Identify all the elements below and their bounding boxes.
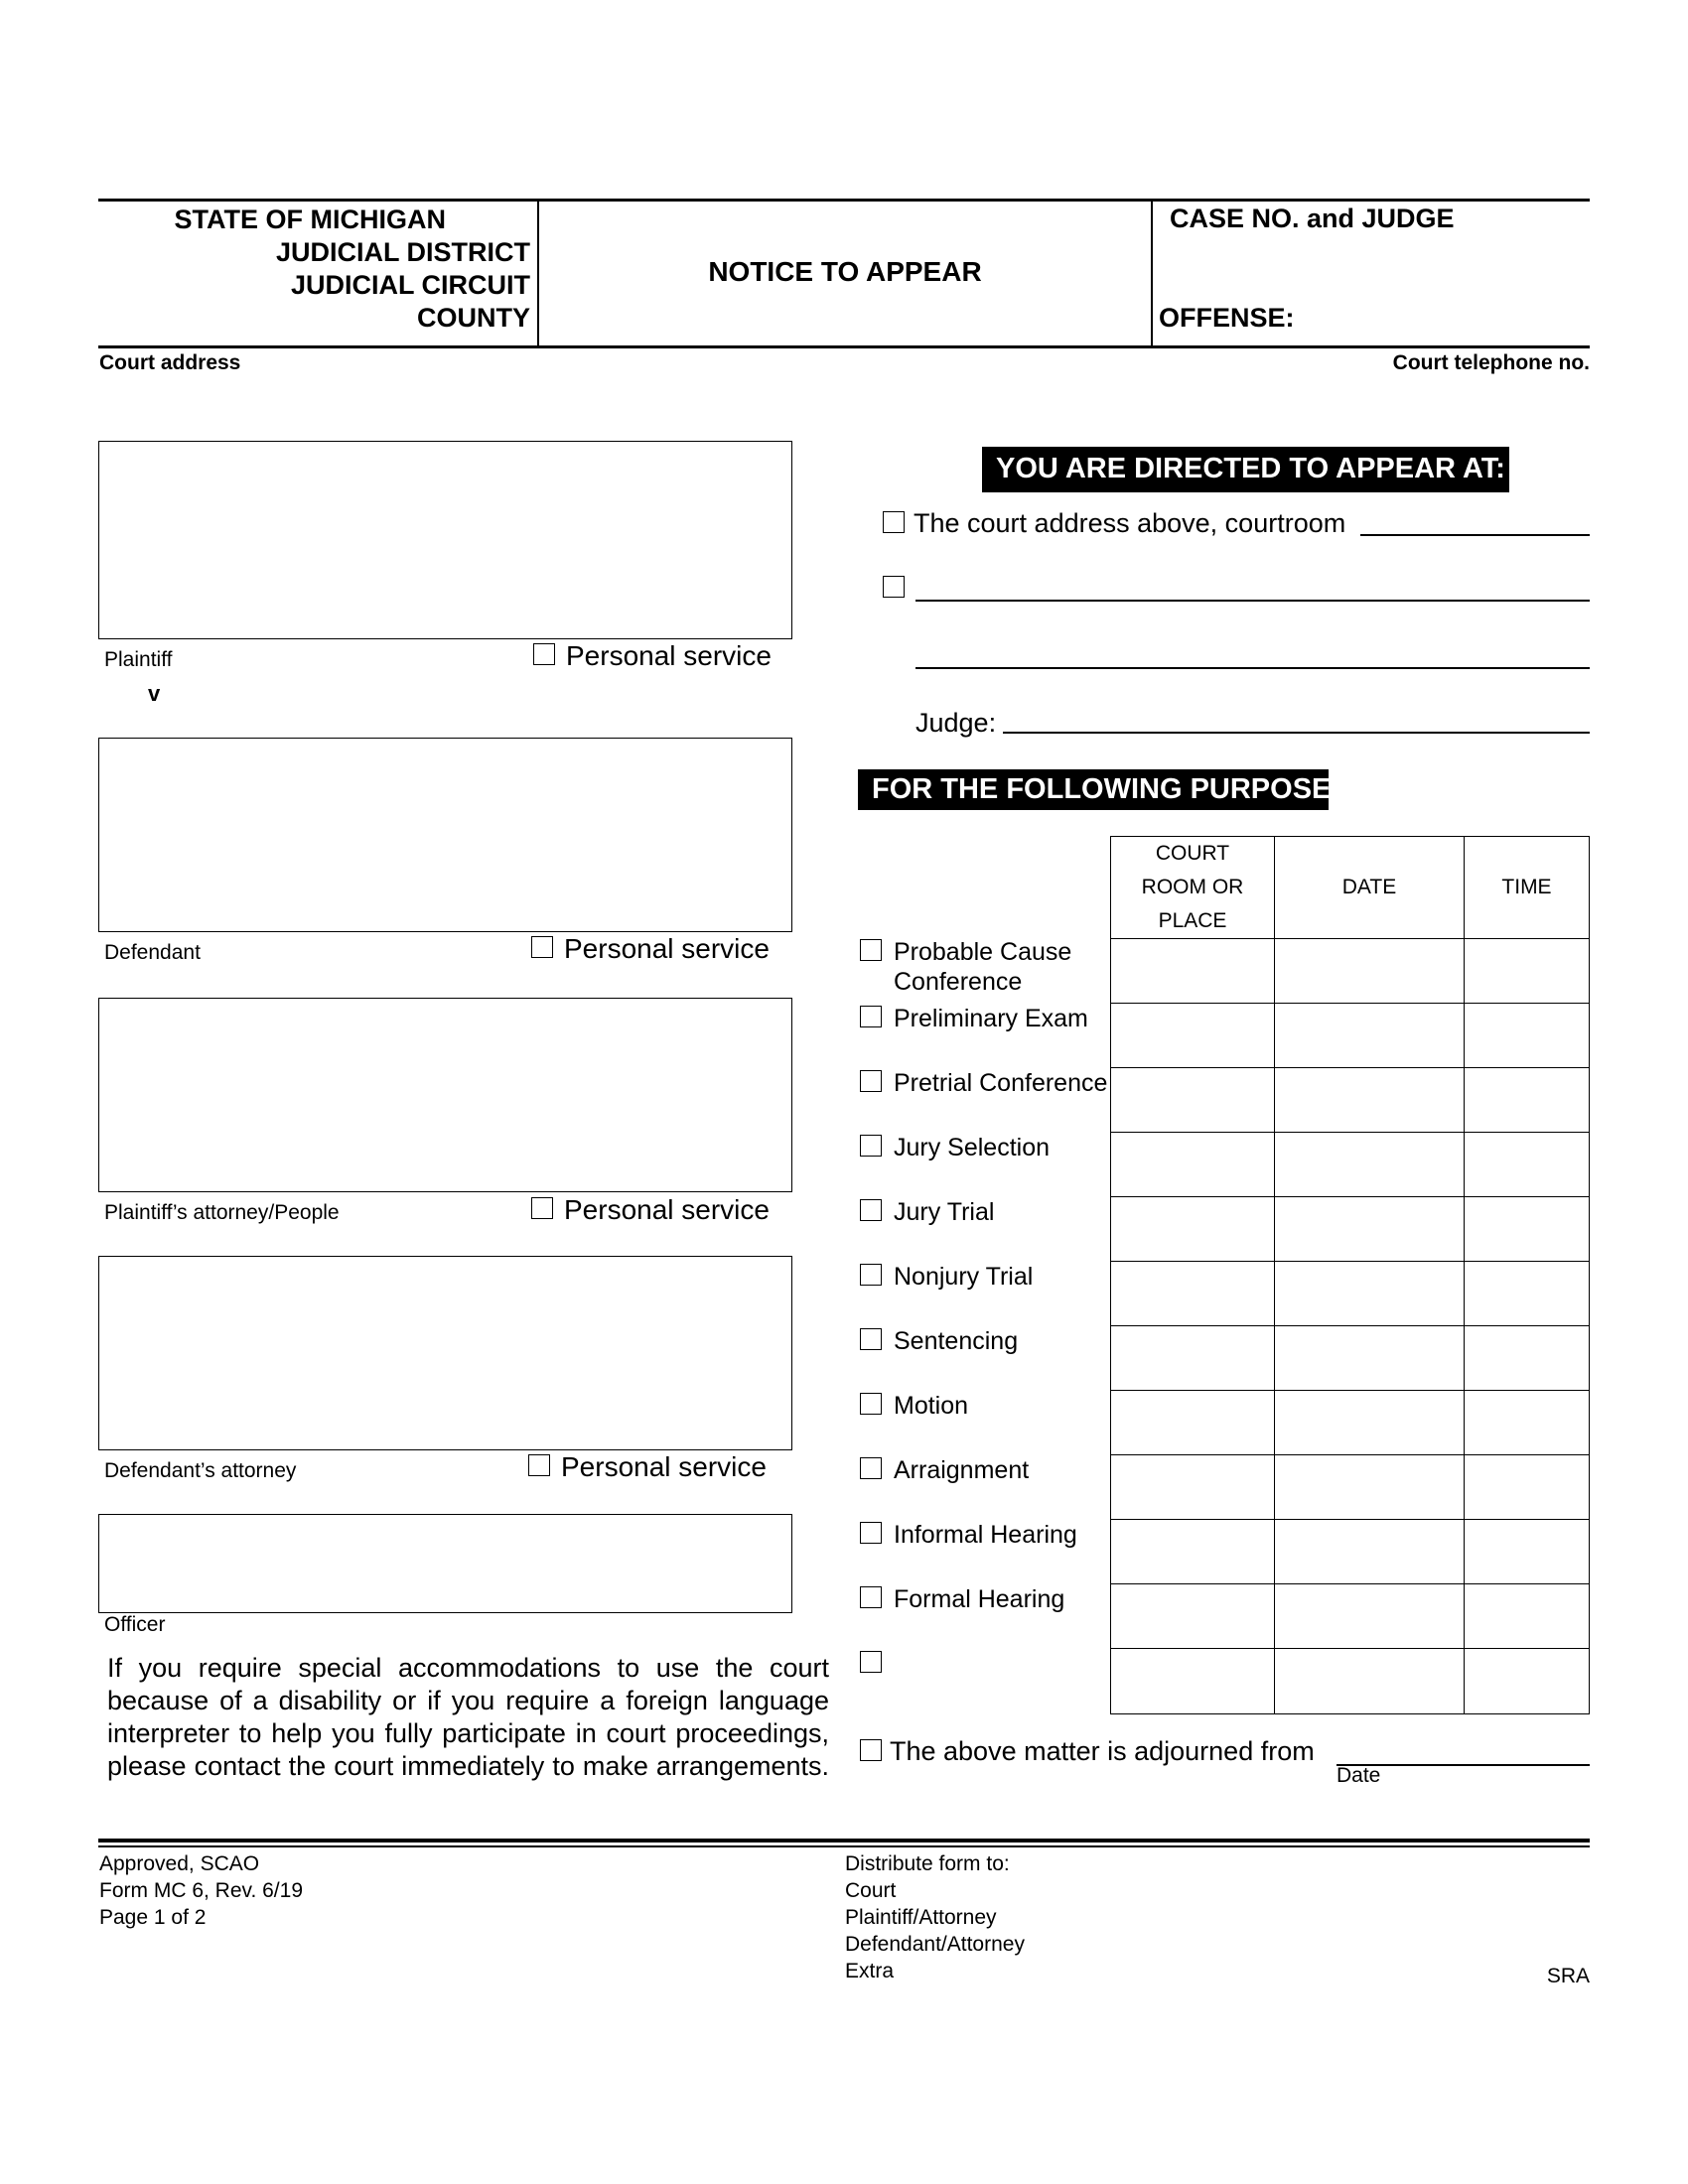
court-cell[interactable] [1111, 1326, 1275, 1391]
footer-code: SRA [1546, 1965, 1590, 1987]
distribute-item: Extra [845, 1960, 895, 1982]
table-row [1111, 1584, 1590, 1649]
courtroom-line[interactable] [1360, 534, 1590, 536]
state-name: STATE OF MICHIGAN [174, 205, 446, 234]
court-cell[interactable] [1111, 1004, 1275, 1068]
date-cell[interactable] [1275, 1133, 1465, 1197]
jury-selection-checkbox[interactable] [860, 1135, 882, 1157]
court-telephone-label: Court telephone no. [1392, 351, 1590, 374]
motion-label: Motion [894, 1392, 969, 1420]
plaintiff-personal-service-checkbox[interactable] [533, 643, 555, 665]
adjourned-date-caption: Date [1336, 1764, 1381, 1787]
defendant-attorney-personal-service-label: Personal service [561, 1451, 767, 1482]
informal-hearing-label: Informal Hearing [894, 1521, 1077, 1549]
time-cell[interactable] [1465, 1649, 1590, 1714]
offense-label: OFFENSE: [1159, 303, 1295, 333]
defendant-personal-service-checkbox[interactable] [531, 936, 553, 958]
table-row [1111, 1326, 1590, 1391]
court-cell[interactable] [1111, 1068, 1275, 1133]
table-row [1111, 1068, 1590, 1133]
pretrial-conference-checkbox[interactable] [860, 1070, 882, 1092]
formal-hearing-checkbox[interactable] [860, 1586, 882, 1608]
time-column-header [1465, 837, 1590, 939]
footer-rule-thin [98, 1845, 1590, 1847]
court-header-line: PLACE [1158, 909, 1227, 932]
plaintiff-label: Plaintiff [104, 648, 173, 671]
table-row [1111, 1004, 1590, 1068]
form-title: NOTICE TO APPEAR [708, 256, 982, 287]
plaintiff-box[interactable] [98, 441, 792, 639]
arraignment-checkbox[interactable] [860, 1457, 882, 1479]
accommodation-notice [107, 1652, 829, 1783]
date-cell[interactable] [1275, 1584, 1465, 1649]
preliminary-exam-checkbox[interactable] [860, 1006, 882, 1027]
time-cell[interactable] [1465, 1068, 1590, 1133]
date-cell[interactable] [1275, 1326, 1465, 1391]
table-row [1111, 1391, 1590, 1455]
table-row [1111, 1520, 1590, 1584]
time-cell[interactable] [1465, 1584, 1590, 1649]
arraignment-label: Arraignment [894, 1456, 1030, 1484]
adjourned-checkbox[interactable] [860, 1739, 882, 1761]
formal-hearing-label: Formal Hearing [894, 1585, 1065, 1613]
date-cell[interactable] [1275, 1004, 1465, 1068]
footer-form-info [99, 1850, 303, 1931]
defendant-attorney-label: Defendant’s attorney [104, 1459, 297, 1482]
time-cell[interactable] [1465, 1326, 1590, 1391]
plaintiff-personal-service-label: Personal service [566, 640, 772, 671]
appear-heading: YOU ARE DIRECTED TO APPEAR AT: [982, 447, 1509, 492]
court-header-line: ROOM OR [1141, 876, 1244, 898]
plaintiff-attorney-personal-service-checkbox[interactable] [531, 1197, 553, 1219]
other-location-checkbox[interactable] [883, 576, 905, 598]
court-address-label: Court address [99, 351, 241, 374]
distribute-item: Court [845, 1879, 897, 1902]
officer-label: Officer [104, 1613, 166, 1636]
court-cell[interactable] [1111, 1391, 1275, 1455]
date-cell[interactable] [1275, 1455, 1465, 1520]
time-cell[interactable] [1465, 1520, 1590, 1584]
table-row [1111, 1262, 1590, 1326]
court-header-line: COURT [1155, 842, 1230, 865]
date-cell[interactable] [1275, 1197, 1465, 1262]
table-row [1111, 939, 1590, 1004]
officer-box[interactable] [98, 1514, 792, 1613]
jury-selection-label: Jury Selection [894, 1134, 1051, 1161]
defendant-box[interactable] [98, 738, 792, 932]
pretrial-conference-label: Pretrial Conference [894, 1069, 1108, 1097]
accommodation-line: interpreter to help you fully participate in court proceedings, [107, 1718, 829, 1748]
table-row [1111, 1197, 1590, 1262]
judicial-district-label: JUDICIAL DISTRICT [275, 237, 530, 267]
distribute-heading: Distribute form to: [845, 1852, 1010, 1875]
other-location-line-1[interactable] [915, 600, 1590, 602]
time-header-text: TIME [1501, 876, 1552, 898]
probable-cause-label: Probable Cause [894, 938, 1072, 966]
defendant-label: Defendant [104, 941, 201, 964]
nonjury-trial-checkbox[interactable] [860, 1264, 882, 1286]
date-cell[interactable] [1275, 1649, 1465, 1714]
jury-trial-checkbox[interactable] [860, 1199, 882, 1221]
approved-text: Approved, SCAO [99, 1852, 260, 1875]
date-cell[interactable] [1275, 939, 1465, 1004]
time-cell[interactable] [1465, 1197, 1590, 1262]
header-bottom-rule [98, 345, 1590, 348]
versus-label: v [148, 681, 161, 706]
other-location-line-2[interactable] [915, 667, 1590, 669]
adjourned-label: The above matter is adjourned from [890, 1736, 1315, 1766]
sentencing-label: Sentencing [894, 1327, 1019, 1355]
date-cell[interactable] [1275, 1391, 1465, 1455]
judge-label: Judge: [915, 708, 997, 738]
time-cell[interactable] [1465, 1391, 1590, 1455]
accommodation-line: because of a disability or if you require a foreign language [107, 1686, 829, 1715]
court-cell[interactable] [1111, 1197, 1275, 1262]
date-column-header [1275, 837, 1465, 939]
motion-checkbox[interactable] [860, 1393, 882, 1415]
accommodation-line: If you require special accommodations to use the court [107, 1653, 829, 1683]
page-number: Page 1 of 2 [99, 1906, 207, 1929]
court-cell[interactable] [1111, 1649, 1275, 1714]
date-cell[interactable] [1275, 1068, 1465, 1133]
sentencing-checkbox[interactable] [860, 1328, 882, 1350]
purpose-schedule-table [1110, 836, 1590, 1714]
defendant-attorney-personal-service-checkbox[interactable] [528, 1454, 550, 1476]
case-number-label: CASE NO. and JUDGE [1170, 204, 1455, 233]
court-cell[interactable] [1111, 939, 1275, 1004]
court-cell[interactable] [1111, 1455, 1275, 1520]
distribute-item: Plaintiff/Attorney [845, 1906, 997, 1929]
time-cell[interactable] [1465, 1455, 1590, 1520]
nonjury-trial-label: Nonjury Trial [894, 1263, 1034, 1291]
time-cell[interactable] [1465, 1262, 1590, 1326]
county-label: COUNTY [417, 303, 530, 333]
court-cell[interactable] [1111, 1262, 1275, 1326]
form-number: Form MC 6, Rev. 6/19 [99, 1879, 303, 1902]
jury-trial-label: Jury Trial [894, 1198, 995, 1226]
court-cell[interactable] [1111, 1133, 1275, 1197]
accommodation-line: please contact the court immediately to make arrangements. [107, 1751, 829, 1781]
plaintiff-attorney-personal-service-label: Personal service [564, 1194, 770, 1225]
footer-rule-thick [98, 1839, 1590, 1843]
court-room-column-header [1111, 837, 1275, 939]
table-row [1111, 1455, 1590, 1520]
court-address-option-checkbox[interactable] [883, 511, 905, 533]
date-cell[interactable] [1275, 1520, 1465, 1584]
distribution-list [845, 1850, 1025, 1984]
date-cell[interactable] [1275, 1262, 1465, 1326]
defendant-personal-service-label: Personal service [564, 933, 770, 964]
court-cell[interactable] [1111, 1520, 1275, 1584]
time-cell[interactable] [1465, 1133, 1590, 1197]
probable-cause-label-line2: Conference [894, 968, 1023, 996]
distribute-item: Defendant/Attorney [845, 1933, 1025, 1956]
preliminary-exam-label: Preliminary Exam [894, 1005, 1088, 1032]
header-divider-right [1151, 199, 1153, 347]
date-header-text: DATE [1341, 876, 1397, 898]
defendant-attorney-box[interactable] [98, 1256, 792, 1450]
court-cell[interactable] [1111, 1584, 1275, 1649]
table-header-row [1111, 837, 1590, 939]
plaintiff-attorney-label: Plaintiff’s attorney/People [104, 1201, 340, 1224]
plaintiff-attorney-box[interactable] [98, 998, 792, 1192]
probable-cause-checkbox[interactable] [860, 939, 882, 961]
court-address-option-label: The court address above, courtroom [914, 508, 1346, 538]
other-purpose-checkbox[interactable] [860, 1651, 882, 1673]
table-row [1111, 1133, 1590, 1197]
court-identity-block [98, 201, 530, 345]
time-cell[interactable] [1465, 1004, 1590, 1068]
table-row [1111, 1649, 1590, 1714]
time-cell[interactable] [1465, 939, 1590, 1004]
judge-line[interactable] [1003, 732, 1590, 734]
purpose-heading: FOR THE FOLLOWING PURPOSE: [858, 769, 1329, 810]
judicial-circuit-label: JUDICIAL CIRCUIT [290, 270, 530, 300]
informal-hearing-checkbox[interactable] [860, 1522, 882, 1544]
